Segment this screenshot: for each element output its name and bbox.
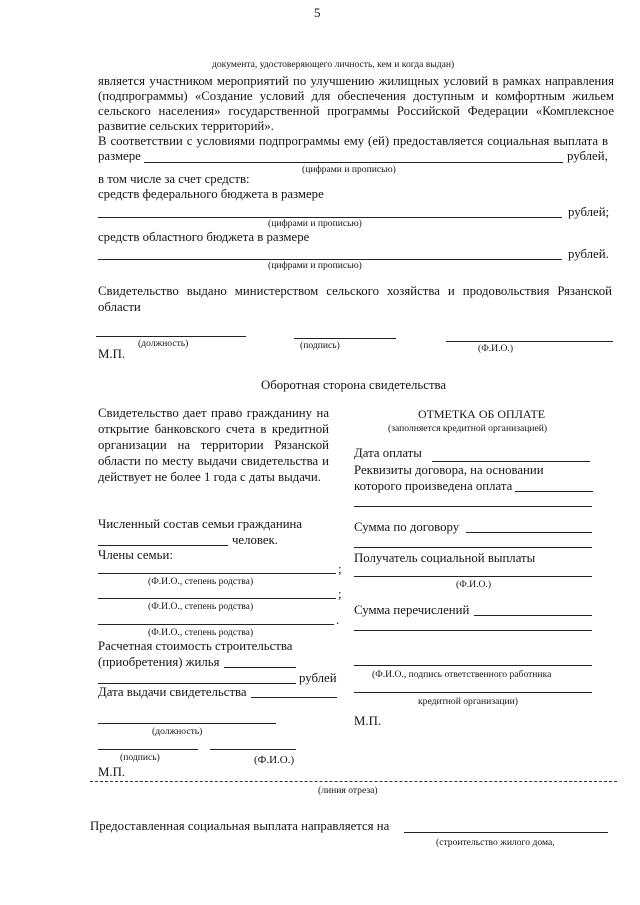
issue-date-label: Дата выдачи свидетельства — [98, 685, 247, 699]
rubles-semicolon: рублей; — [568, 205, 610, 219]
left-intro-line-2: открытие банковского счета в кредитной — [98, 422, 329, 436]
regional-budget-label: средств областного бюджета в размере — [98, 230, 310, 244]
contract-details-line-b[interactable] — [354, 506, 592, 507]
page-number: 5 — [314, 5, 321, 20]
contract-details-line-2: которого произведена оплата — [354, 479, 513, 493]
family-member-3-line[interactable] — [98, 624, 334, 625]
left-intro-line-5: действует не более 1 года с даты выдачи. — [98, 470, 321, 484]
cost-amount-line-2[interactable] — [98, 683, 296, 684]
family-member-2-caption: (Ф.И.О., степень родства) — [148, 601, 254, 612]
recipient-line[interactable] — [354, 576, 592, 577]
payment-mark-title: ОТМЕТКА ОБ ОПЛАТЕ — [418, 407, 546, 421]
issued-by-line-1: Свидетельство выдано министерством сельского хозяйства и продовольствия Рязанской — [98, 284, 612, 298]
paragraph-1-line-4: развитие сельских территорий». — [98, 119, 274, 133]
contract-details-line-1: Реквизиты договора, на основании — [354, 463, 544, 477]
stamp-mark-left: М.П. — [98, 765, 126, 779]
issue-date-line[interactable] — [251, 697, 337, 698]
family-member-2-line[interactable] — [98, 598, 336, 599]
cut-line — [90, 781, 617, 782]
stamp-mark-front: М.П. — [98, 347, 126, 361]
family-member-1-semicolon: ; — [338, 562, 342, 576]
document-caption: документа, удостоверяющего личность, кем и когда выдан) — [212, 59, 455, 70]
family-member-1-line[interactable] — [98, 573, 336, 574]
recipient-caption: (Ф.И.О.) — [456, 579, 492, 590]
credit-org-line[interactable] — [354, 692, 592, 693]
transfer-sum-line-b[interactable] — [354, 630, 592, 631]
left-signature-caption: (подпись) — [120, 752, 160, 763]
contract-details-line-a[interactable] — [515, 491, 593, 492]
payment-date-label: Дата оплаты — [354, 446, 422, 460]
left-position-line[interactable] — [98, 723, 276, 724]
officer-caption: (Ф.И.О., подпись ответственного работника — [372, 669, 552, 680]
paragraph-2-line-1: В соответствии с условиями подпрограммы ему (ей) предоставляется социальная выплата в — [98, 134, 608, 148]
position-signature-line[interactable] — [96, 336, 246, 337]
back-side-title: Оборотная сторона свидетельства — [261, 378, 447, 392]
stamp-mark-right: М.П. — [354, 714, 382, 728]
position-caption: (должность) — [138, 338, 189, 349]
family-count-line[interactable] — [98, 545, 228, 546]
directed-to-label: Предоставленная социальная выплата направляется на — [90, 819, 390, 833]
issued-by-line-2: области — [98, 300, 141, 314]
contract-sum-label: Сумма по договору — [354, 520, 460, 534]
cost-rubles: рублей — [299, 671, 337, 685]
left-intro-line-4: области по месту выдачи свидетельства и — [98, 454, 329, 468]
signature-caption: (подпись) — [300, 340, 340, 351]
cost-label-line-1: Расчетная стоимость строительства — [98, 639, 293, 653]
left-intro-line-3: организации на территории Рязанской — [98, 438, 329, 452]
recipient-label: Получатель социальной выплаты — [354, 551, 536, 565]
federal-budget-label: средств федерального бюджета в размере — [98, 187, 324, 201]
digits-words-caption-3: (цифрами и прописью) — [268, 260, 362, 271]
left-name-line[interactable] — [210, 749, 296, 750]
contract-sum-line-b[interactable] — [354, 547, 592, 548]
family-member-1-caption: (Ф.И.О., степень родства) — [148, 576, 254, 587]
paragraph-1-line-1: является участником мероприятий по улучшению жилищных условий в рамках направления — [98, 74, 614, 88]
amount-total-line[interactable] — [144, 162, 563, 163]
family-member-3-caption: (Ф.И.О., степень родства) — [148, 627, 254, 638]
payment-date-line[interactable] — [432, 461, 590, 462]
paragraph-1-line-3: сельского населения» государственной программы Российской Федерации «Комплексное — [98, 104, 614, 118]
name-caption: (Ф.И.О.) — [478, 343, 514, 354]
cost-label-line-2: (приобретения) жилья — [98, 655, 220, 669]
digits-words-caption-1: (цифрами и прописью) — [302, 164, 396, 175]
family-member-2-semicolon: ; — [338, 587, 342, 601]
name-signature-line[interactable] — [446, 341, 613, 342]
cut-line-caption: (линия отреза) — [318, 785, 378, 796]
contract-sum-line-a[interactable] — [466, 532, 592, 533]
family-count-label: Численный состав семьи гражданина — [98, 517, 303, 531]
family-members-label: Члены семьи: — [98, 548, 173, 562]
family-member-3-period: . — [336, 613, 340, 627]
cost-amount-line-1[interactable] — [224, 667, 296, 668]
left-intro-line-1: Свидетельство дает право гражданину на — [98, 406, 329, 420]
directed-to-line[interactable] — [404, 832, 608, 833]
left-signature-line[interactable] — [98, 749, 198, 750]
persons-label: человек. — [232, 533, 278, 547]
paragraph-1-line-2: (подпрограммы) «Создание условий для обеспечения доступным и комфортным жильем — [98, 89, 614, 103]
digits-words-caption-2: (цифрами и прописью) — [268, 218, 362, 229]
left-name-caption: (Ф.И.О.) — [254, 754, 295, 766]
signature-line[interactable] — [294, 338, 396, 339]
payment-mark-subtitle: (заполняется кредитной организацией) — [388, 423, 548, 434]
rubles-comma: рублей, — [567, 149, 608, 163]
rubles-period: рублей. — [568, 247, 609, 261]
left-position-caption: (должность) — [152, 726, 203, 737]
including-label: в том числе за счет средств: — [98, 172, 250, 186]
size-label: размере — [98, 149, 141, 163]
credit-org-caption: кредитной организации) — [418, 696, 518, 707]
transfer-sum-line-a[interactable] — [474, 615, 592, 616]
officer-signature-line[interactable] — [354, 665, 592, 666]
directed-to-caption: (строительство жилого дома, — [436, 837, 555, 848]
transfer-sum-label: Сумма перечислений — [354, 603, 470, 617]
